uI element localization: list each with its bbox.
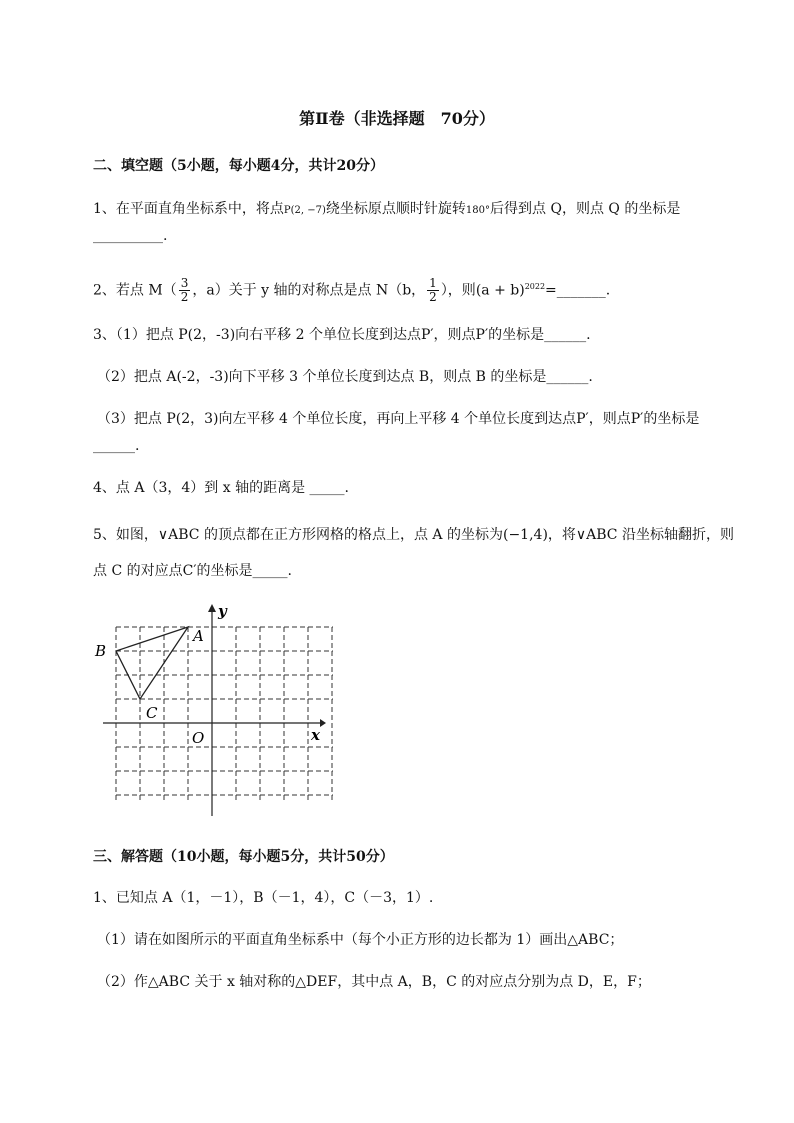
label-o: O xyxy=(192,729,205,747)
solution-question-1-part-2: （2）作△ABC 关于 x 轴对称的△DEF，其中点 A，B，C 的对应点分别为点 D，E，F； xyxy=(97,974,651,990)
question-text: ，a）关于 y 轴的对称点是点 N（b， xyxy=(192,282,426,299)
label-b: B xyxy=(95,642,107,660)
solution-question-1-part-1: （1）请在如图所示的平面直角坐标系中（每个小正方形的边长都为 1）画出△ABC； xyxy=(97,932,624,948)
label-c: C xyxy=(146,704,158,722)
exponent: 2022 xyxy=(524,282,546,291)
triangle-abc xyxy=(116,627,188,699)
label-y: y xyxy=(218,602,227,620)
question-text: 2、若点 M（ xyxy=(93,282,177,299)
question-1-line-1 xyxy=(93,199,680,221)
label-a: A xyxy=(193,627,204,645)
question-4: 4、点 A（3，4）到 x 轴的距离是 _____. xyxy=(93,480,349,496)
question-5-line-2: 点 C 的对应点C′的坐标是_____. xyxy=(93,563,292,579)
section-heading-solutions: 三、解答题（10小题，每小题5分，共计50分） xyxy=(93,849,394,865)
question-2 xyxy=(93,270,610,308)
question-3-part-2: （2）把点 A(-2，-3)向下平移 3 个单位长度到达点 B，则点 B 的坐标是______. xyxy=(97,369,593,385)
coordinate-grid-figure xyxy=(88,598,338,820)
point-p: P(2, −7) xyxy=(283,205,326,216)
answer-blank: =_______. xyxy=(545,282,611,299)
solution-question-1: 1、已知点 A（1，－1），B（－1，4），C（－3，1）. xyxy=(93,890,434,906)
question-3-part-1: 3、（1）把点 P(2，-3)向右平移 2 个单位长度到达点P′，则点P′的坐标是______. xyxy=(93,327,591,343)
question-text: 1、在平面直角坐标系中，将点 xyxy=(93,201,284,217)
label-x: x xyxy=(311,726,320,744)
question-5-line-1: 5、如图，∨ABC 的顶点都在正方形网格的格点上，点 A 的坐标为(−1,4)，将∨ABC 沿坐标轴翻折，则 xyxy=(93,527,734,543)
page-title: 第Ⅱ卷（非选择题 70分） xyxy=(299,109,495,128)
angle-value: 180° xyxy=(465,205,491,216)
expression: (a + b) xyxy=(475,282,525,299)
question-3-part-3-answer: ______. xyxy=(93,438,140,454)
fraction-one-half: $\frac{1}{2}$ xyxy=(429,276,437,305)
x-axis-arrow-icon xyxy=(320,719,326,727)
fraction-three-halves: $\frac{3}{2}$ xyxy=(180,276,189,305)
question-3-part-3: （3）把点 P(2，3)向左平移 4 个单位长度，再向上平移 4 个单位长度到达点P′，则点P′的坐标是 xyxy=(97,411,700,427)
y-axis-arrow-icon xyxy=(208,604,216,612)
section-heading-fill-in: 二、填空题（5小题，每小题4分，共计20分） xyxy=(93,158,384,174)
question-text: 后得到点 Q，则点 Q 的坐标是 xyxy=(490,201,681,217)
question-text: 绕坐标原点顺时针旋转 xyxy=(325,201,466,217)
question-text: ），则 xyxy=(440,282,476,299)
question-1-line-2: __________. xyxy=(93,228,168,244)
